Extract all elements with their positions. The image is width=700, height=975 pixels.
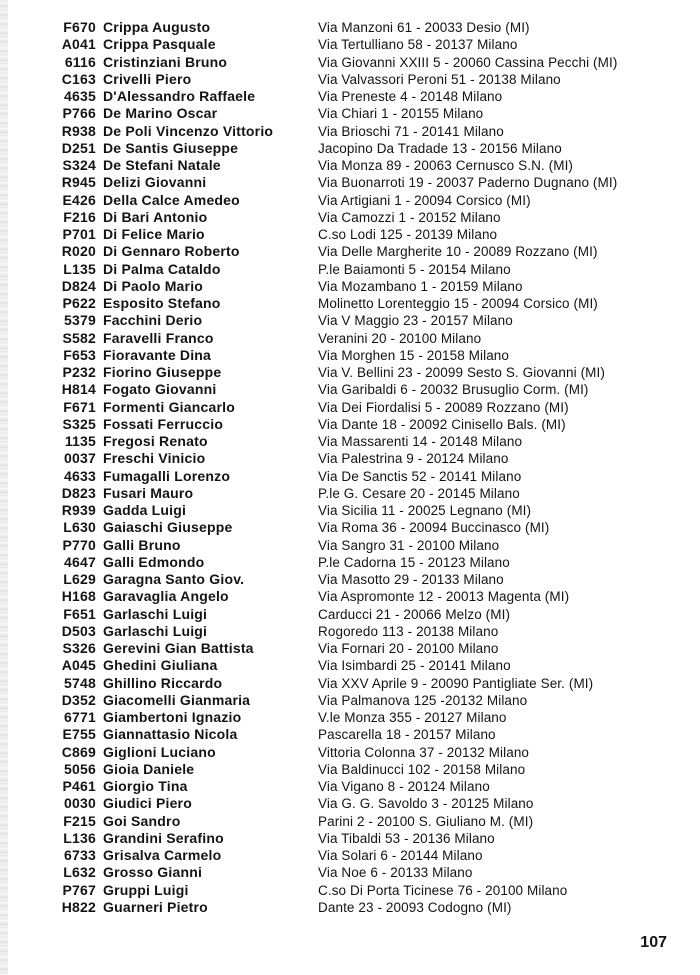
member-address: Via Tertulliano 58 - 20137 Milano xyxy=(318,37,518,53)
list-item xyxy=(0,433,700,450)
member-address: Via Preneste 4 - 20148 Milano xyxy=(318,89,503,104)
member-address: Dante 23 - 20093 Codogno (MI) xyxy=(318,899,512,915)
member-address: Via Aspromonte 12 - 20013 Magenta (MI) xyxy=(318,589,570,605)
member-name: Fregosi Renato xyxy=(103,433,208,449)
member-list xyxy=(0,19,700,916)
member-code: R938 xyxy=(61,122,96,139)
member-code: 4635 xyxy=(64,88,96,104)
member-name: Giglioni Luciano xyxy=(103,743,216,760)
list-item xyxy=(0,174,700,191)
list-item xyxy=(0,364,700,381)
member-code: H168 xyxy=(61,588,96,605)
list-item xyxy=(0,537,700,554)
member-name: Giacomelli Gianmaria xyxy=(103,691,251,708)
list-item xyxy=(0,192,700,209)
page-number: 107 xyxy=(640,934,667,951)
member-address: Via Mozambano 1 - 20159 Milano xyxy=(318,278,523,294)
member-address: Via Vigano 8 - 20124 Milano xyxy=(318,779,490,794)
list-item xyxy=(0,416,700,433)
list-item xyxy=(0,830,700,847)
member-address: Via Sangro 31 - 20100 Milano xyxy=(318,537,500,553)
member-address: Via Manzoni 61 - 20033 Desio (MI) xyxy=(318,20,530,35)
member-address: Via Dante 18 - 20092 Cinisello Bals. (MI) xyxy=(318,416,566,432)
member-name: De Marino Oscar xyxy=(103,105,218,122)
member-code: F216 xyxy=(63,208,96,225)
member-name: Facchini Derio xyxy=(103,312,203,329)
member-name: Fossati Ferruccio xyxy=(103,415,224,432)
member-name: Di Paolo Mario xyxy=(103,277,204,294)
member-name: Giudici Piero xyxy=(103,795,192,812)
member-name: Di Felice Mario xyxy=(103,226,205,242)
member-address: P.le Cadorna 15 - 20123 Milano xyxy=(318,554,510,570)
member-code: H822 xyxy=(61,898,96,915)
member-address: Via Valvassori Peroni 51 - 20138 Milano xyxy=(318,71,561,87)
member-name: Gaiaschi Giuseppe xyxy=(103,519,233,536)
list-item xyxy=(0,571,700,588)
member-address: C.so Lodi 125 - 20139 Milano xyxy=(318,227,498,242)
member-code: L135 xyxy=(63,260,96,277)
member-code: 5748 xyxy=(64,674,96,691)
member-address: Via Solari 6 - 20144 Milano xyxy=(318,848,483,863)
list-item xyxy=(0,640,700,657)
list-item xyxy=(0,140,700,157)
member-address: Via Dei Fiordalisi 5 - 20089 Rozzano (MI) xyxy=(318,399,569,415)
list-item xyxy=(0,71,700,88)
member-code: 4633 xyxy=(64,467,96,484)
member-address: C.so Di Porta Ticinese 76 - 20100 Milano xyxy=(318,882,568,898)
member-address: Via Artigiani 1 - 20094 Corsico (MI) xyxy=(318,192,531,208)
member-name: Cristinziani Bruno xyxy=(103,53,228,70)
member-address: Via G. G. Savoldo 3 - 20125 Milano xyxy=(318,796,534,812)
list-item xyxy=(0,88,700,105)
member-address: Via Fornari 20 - 20100 Milano xyxy=(318,641,499,656)
member-address: Via Roma 36 - 20094 Buccinasco (MI) xyxy=(318,520,550,536)
member-name: Galli Edmondo xyxy=(103,553,205,570)
list-item xyxy=(0,864,700,881)
list-item xyxy=(0,54,700,71)
member-address: Via Brioschi 71 - 20141 Milano xyxy=(318,123,504,139)
list-item xyxy=(0,761,700,778)
list-item xyxy=(0,347,700,364)
list-item xyxy=(0,778,700,795)
member-name: Garavaglia Angelo xyxy=(103,588,229,605)
member-name: Fusari Mauro xyxy=(103,484,194,501)
member-name: Guarneri Pietro xyxy=(103,898,208,915)
member-address: Via Morghen 15 - 20158 Milano xyxy=(318,347,510,363)
list-item xyxy=(0,209,700,226)
member-address: Via Baldinucci 102 - 20158 Milano xyxy=(318,761,526,777)
member-code: C869 xyxy=(61,743,96,760)
member-code: 4647 xyxy=(64,553,96,570)
member-code: D352 xyxy=(61,691,96,708)
list-item xyxy=(0,19,700,36)
member-name: De Santis Giuseppe xyxy=(103,139,239,156)
member-name: Delizi Giovanni xyxy=(103,174,207,191)
member-name: Crippa Pasquale xyxy=(103,36,216,53)
member-address: Via Delle Margherite 10 - 20089 Rozzano (MI) xyxy=(318,244,598,260)
member-code: P701 xyxy=(62,226,96,242)
member-code: P461 xyxy=(62,778,96,794)
member-name: Garlaschi Luigi xyxy=(103,622,208,639)
member-name: Crippa Augusto xyxy=(103,19,211,35)
member-address: Jacopino Da Tradade 13 - 20156 Milano xyxy=(318,140,562,156)
member-code: S582 xyxy=(62,329,96,346)
member-code: E755 xyxy=(62,726,96,743)
member-code: E426 xyxy=(62,191,96,208)
member-code: L632 xyxy=(63,864,96,881)
member-name: Galli Bruno xyxy=(103,536,181,553)
member-name: Garagna Santo Giov. xyxy=(103,571,245,587)
member-address: Parini 2 - 20100 S. Giuliano M. (MI) xyxy=(318,813,534,829)
list-item xyxy=(0,330,700,347)
list-item xyxy=(0,709,700,726)
member-code: A041 xyxy=(61,36,96,53)
member-code: 6771 xyxy=(64,709,96,725)
member-name: Giorgio Tina xyxy=(103,778,188,794)
member-code: 0037 xyxy=(64,450,96,467)
list-item xyxy=(0,657,700,674)
member-code: D824 xyxy=(61,277,96,294)
member-name: D'Alessandro Raffaele xyxy=(103,88,256,104)
member-address: Via De Sanctis 52 - 20141 Milano xyxy=(318,468,522,484)
member-code: 1135 xyxy=(64,433,96,449)
member-address: Vittoria Colonna 37 - 20132 Milano xyxy=(318,744,530,760)
list-item xyxy=(0,261,700,278)
list-item xyxy=(0,847,700,864)
member-name: Gadda Luigi xyxy=(103,502,187,518)
member-code: F215 xyxy=(63,812,96,829)
list-item xyxy=(0,726,700,743)
member-name: Formenti Giancarlo xyxy=(103,398,235,415)
member-address: Via Massarenti 14 - 20148 Milano xyxy=(318,434,523,449)
member-name: Ghillino Riccardo xyxy=(103,674,223,691)
member-code: 6733 xyxy=(64,847,96,863)
member-address: Via Buonarroti 19 - 20037 Paderno Dugnano (MI) xyxy=(318,175,618,191)
list-item xyxy=(0,399,700,416)
member-name: Della Calce Amedeo xyxy=(103,191,240,208)
member-name: De Poli Vincenzo Vittorio xyxy=(103,122,274,139)
list-item xyxy=(0,623,700,640)
member-name: Gioia Daniele xyxy=(103,760,195,777)
list-item xyxy=(0,606,700,623)
list-item xyxy=(0,226,700,243)
member-code: R945 xyxy=(61,174,96,191)
member-address: Via Tibaldi 53 - 20136 Milano xyxy=(318,830,495,846)
member-address: Via Giovanni XXIII 5 - 20060 Cassina Pecchi (MI) xyxy=(318,54,618,70)
list-item xyxy=(0,502,700,519)
member-name: Esposito Stefano xyxy=(103,295,221,311)
member-code: R020 xyxy=(61,243,96,260)
member-code: L136 xyxy=(63,829,96,846)
member-name: Goi Sandro xyxy=(103,812,181,829)
member-name: Garlaschi Luigi xyxy=(103,605,208,622)
member-code: A045 xyxy=(61,657,96,674)
member-address: V.le Monza 355 - 20127 Milano xyxy=(318,710,507,725)
member-address: Via Monza 89 - 20063 Cernusco S.N. (MI) xyxy=(318,158,574,173)
list-item xyxy=(0,105,700,122)
member-address: Via Masotto 29 - 20133 Milano xyxy=(318,572,504,587)
member-name: Crivelli Piero xyxy=(103,70,192,87)
member-address: Via V. Bellini 23 - 20099 Sesto S. Giovanni (MI) xyxy=(318,365,605,380)
member-name: De Stefani Natale xyxy=(103,157,221,173)
member-code: P622 xyxy=(62,295,96,311)
member-name: Di Gennaro Roberto xyxy=(103,243,240,260)
member-name: Gerevini Gian Battista xyxy=(103,640,254,656)
member-name: Giambertoni Ignazio xyxy=(103,709,242,725)
member-code: L630 xyxy=(63,519,96,536)
member-name: Freschi Vinicio xyxy=(103,450,206,467)
member-address: Via Noe 6 - 20133 Milano xyxy=(318,865,473,881)
member-code: S324 xyxy=(62,157,96,173)
list-item xyxy=(0,450,700,467)
member-code: S326 xyxy=(62,640,96,656)
member-code: P766 xyxy=(62,105,96,122)
member-address: Via Garibaldi 6 - 20032 Brusuglio Corm. (MI) xyxy=(318,382,589,398)
member-address: Pascarella 18 - 20157 Milano xyxy=(318,727,496,743)
list-item xyxy=(0,692,700,709)
member-code: F670 xyxy=(63,19,96,35)
list-item xyxy=(0,278,700,295)
member-code: P767 xyxy=(62,881,96,898)
member-name: Grosso Gianni xyxy=(103,864,203,881)
list-item xyxy=(0,468,700,485)
list-item xyxy=(0,744,700,761)
member-name: Di Palma Cataldo xyxy=(103,260,221,277)
list-item xyxy=(0,882,700,899)
list-item xyxy=(0,295,700,312)
list-item xyxy=(0,675,700,692)
member-name: Giannattasio Nicola xyxy=(103,726,238,743)
member-address: Rogoredo 113 - 20138 Milano xyxy=(318,623,499,639)
member-address: Via XXV Aprile 9 - 20090 Pantigliate Ser. (MI) xyxy=(318,675,594,691)
member-name: Fogato Giovanni xyxy=(103,381,217,398)
list-item xyxy=(0,485,700,502)
member-code: H814 xyxy=(61,381,96,398)
member-code: P770 xyxy=(62,536,96,553)
list-item xyxy=(0,813,700,830)
member-address: Via Isimbardi 25 - 20141 Milano xyxy=(318,658,511,674)
member-code: D823 xyxy=(61,484,96,501)
member-address: Via Sicilia 11 - 20025 Legnano (MI) xyxy=(318,503,532,518)
member-code: 5379 xyxy=(64,312,96,329)
list-item xyxy=(0,381,700,398)
list-item xyxy=(0,123,700,140)
member-address: Carducci 21 - 20066 Melzo (MI) xyxy=(318,606,511,622)
member-code: C163 xyxy=(61,70,96,87)
member-name: Di Bari Antonio xyxy=(103,208,208,225)
list-item xyxy=(0,519,700,536)
list-item xyxy=(0,795,700,812)
member-name: Fumagalli Lorenzo xyxy=(103,467,231,484)
member-address: Veranini 20 - 20100 Milano xyxy=(318,330,482,346)
member-address: Via Chiari 1 - 20155 Milano xyxy=(318,106,484,122)
member-name: Fioravante Dina xyxy=(103,346,212,363)
member-address: Via V Maggio 23 - 20157 Milano xyxy=(318,313,513,329)
member-code: L629 xyxy=(63,571,96,587)
list-item xyxy=(0,243,700,260)
list-item xyxy=(0,899,700,916)
member-name: Ghedini Giuliana xyxy=(103,657,218,674)
member-code: 6116 xyxy=(64,53,96,70)
list-item xyxy=(0,36,700,53)
member-address: Via Palestrina 9 - 20124 Milano xyxy=(318,451,509,467)
list-item xyxy=(0,588,700,605)
member-code: D251 xyxy=(61,139,96,156)
member-name: Gruppi Luigi xyxy=(103,881,189,898)
member-address: Molinetto Lorenteggio 15 - 20094 Corsico (MI) xyxy=(318,296,598,311)
list-item xyxy=(0,312,700,329)
list-item xyxy=(0,554,700,571)
member-code: F651 xyxy=(63,605,96,622)
member-code: F653 xyxy=(63,346,96,363)
list-item xyxy=(0,157,700,174)
member-address: Via Camozzi 1 - 20152 Milano xyxy=(318,209,501,225)
member-name: Grisalva Carmelo xyxy=(103,847,222,863)
member-address: P.le G. Cesare 20 - 20145 Milano xyxy=(318,485,520,501)
member-name: Faravelli Franco xyxy=(103,329,214,346)
member-code: 5056 xyxy=(64,760,96,777)
member-code: S325 xyxy=(62,415,96,432)
member-code: D503 xyxy=(61,622,96,639)
member-address: Via Palmanova 125 -20132 Milano xyxy=(318,692,528,708)
member-code: F671 xyxy=(63,398,96,415)
member-code: R939 xyxy=(61,502,96,518)
member-name: Grandini Serafino xyxy=(103,829,224,846)
member-address: P.le Baiamonti 5 - 20154 Milano xyxy=(318,261,511,277)
member-code: 0030 xyxy=(64,795,96,812)
member-name: Fiorino Giuseppe xyxy=(103,364,222,380)
member-code: P232 xyxy=(62,364,96,380)
